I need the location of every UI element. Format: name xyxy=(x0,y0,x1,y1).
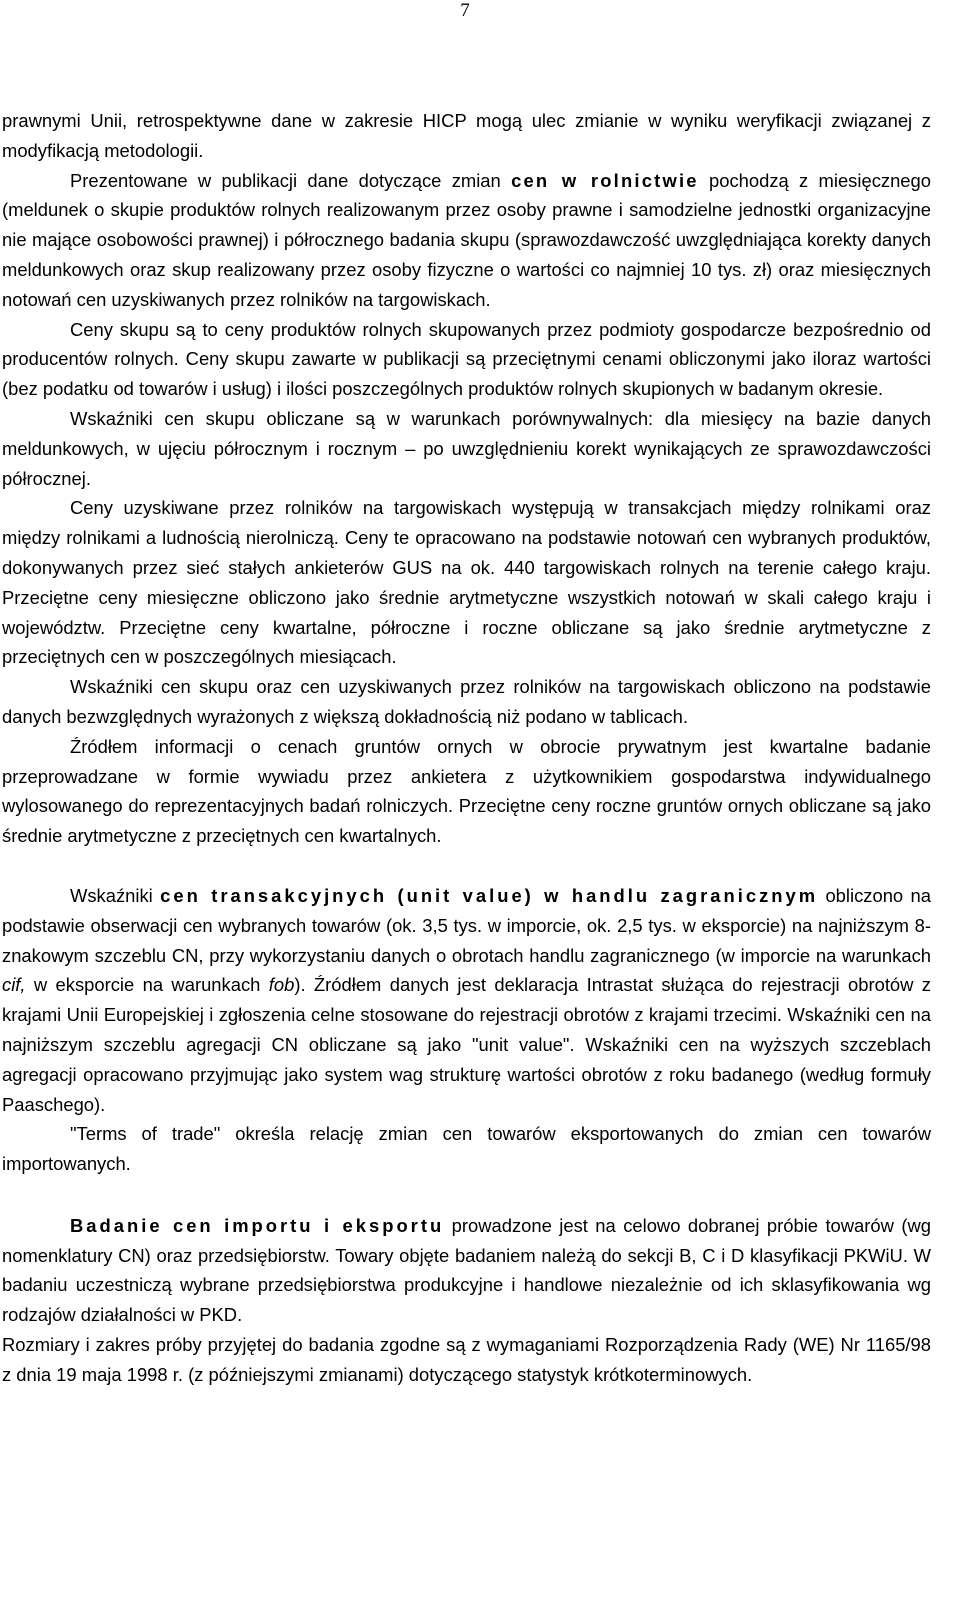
document-body xyxy=(2,106,931,1390)
paragraph-gap xyxy=(2,851,931,881)
paragraph-procurement-indices: Wskaźniki cen skupu obliczane są w warunkach porównywalnych: dla miesięcy na bazie danych meldunkowych, w ujęciu półrocznym i rocznym – po uwzględnieniu korekt wynikających ze sprawozdawczości półrocznej. xyxy=(2,407,931,489)
paragraph-land-prices: Źródłem informacji o cenach gruntów ornych w obrocie prywatnym jest kwartalne badanie przeprowadzane w formie wywiadu przez ankietera z użytkownikiem gospodarstwa indywidualnego wylosowanego do reprezentacyjnych badań rolniczych. Przeciętne ceny roczne gruntów ornych obliczane są jako średnie arytmetyczne z przeciętnych cen kwartalnych. xyxy=(2,735,931,847)
page-number: 7 xyxy=(460,0,470,21)
paragraph-marketplace-prices: Ceny uzyskiwane przez rolników na targowiskach występują w transakcjach między rolnikami oraz między rolnikami a ludnością nierolniczą. Ceny te opracowano na podstawie notowań cen wybranych produktów, dokonywanych przez sieć stałych ankieterów GUS na ok. 440 targowiskach rolnych na terenie całego kraju. Przeciętne ceny miesięczne obliczono jako średnie arytmetyczne wszystkich notowań w skali całego kraju i województw. Przeciętne ceny kwartalne, półroczne i roczne obliczane są jako średnie arytmetyczne z przeciętnych cen w poszczególnych miesiącach. xyxy=(2,497,931,668)
emphasis-agricultural-prices: cen w rolnictwie xyxy=(511,169,699,191)
text-segment: ). Źródłem danych jest deklaracja Intrastat służąca do rejestracji obrotów z krajami Unii Europejskiej i zgłoszenia celne stosowane do rejestracji obrotów z krajami trzecimi. Wskaźniki cen na najniższym szczeblu agregacji CN obliczane są jako "unit value". Wskaźniki cen na wyższych szczeblach agregacji opracowano przyjmując jako system wag strukturę wartości obrotów z roku badanego (według formuły Paaschego). xyxy=(2,974,932,1115)
paragraph-terms-of-trade: "Terms of trade" określa relację zmian cen towarów eksportowanych do zmian cen towarów importowanych. xyxy=(2,1123,931,1175)
paragraph-import-export-survey xyxy=(2,1211,931,1330)
emphasis-import-export-survey: Badanie cen importu i eksportu xyxy=(70,1214,445,1236)
text-segment: w eksporcie na warunkach xyxy=(25,974,269,996)
paragraph-hicp-continuation: prawnymi Unii, retrospektywne dane w zakresie HICP mogą ulec zmianie w wyniku weryfikacji związanej z modyfikacją metodologii. xyxy=(2,110,931,161)
text-segment: Prezentowane w publikacji dane dotyczące zmian xyxy=(70,169,512,191)
text-segment: obliczono na podstawie obserwacji cen wybranych towarów (ok. 3,5 tys. w imporcie, ok. 2,5 tys. w eksporcie) na najniższym 8-znakowym szczeblu CN, przy wykorzystaniu danych o obrotach handlu zagranicznego (w imporcie na warunkach xyxy=(2,884,931,966)
paragraph-gap xyxy=(2,1179,931,1211)
paragraph-indices-calculation: Wskaźniki cen skupu oraz cen uzyskiwanych przez rolników na targowiskach obliczono na podstawie danych bezwzględnych wyrażonych z większą dokładnością niż podano w tablicach. xyxy=(2,676,931,727)
text-segment: pochodzą z miesięcznego (meldunek o skupie produktów rolnych realizowanym przez osoby prawne i samodzielne jednostki organizacyjne nie mające osobowości prawnej) i półrocznego badania skupu (sprawozdawczość uwzględniająca korekty danych meldunkowych oraz skup realizowany przez osoby fizyczne o wartości co najmniej 10 tys. zł) oraz miesięcznych notowań cen uzyskiwanych przez rolników na targowiskach. xyxy=(2,169,931,310)
italic-cif: cif, xyxy=(2,974,26,996)
emphasis-transaction-prices: cen transakcyjnych (unit value) w handlu zagranicznym xyxy=(160,884,819,906)
paragraph-sample-scope: Rozmiary i zakres próby przyjętej do badania zgodne są z wymaganiami Rozporządzenia Rady (WE) Nr 1165/98 z dnia 19 maja 1998 r. (z późniejszymi zmianami) dotyczącego statystyk krótkoterminowych. xyxy=(2,1334,931,1385)
text-segment: Wskaźniki xyxy=(70,884,161,906)
text-segment: prowadzone jest na celowo dobranej próbie towarów (wg nomenklatury CN) oraz przedsiębiorstw. Towary objęte badaniem należą do sekcji B, C i D klasyfikacji PKWiU. W badaniu uczestniczą wybrane przedsiębiorstwa produkcyjne i handlowe niezależnie od ich sklasyfikowania wg rodzajów działalności w PKD. xyxy=(2,1214,931,1326)
paragraph-procurement-prices: Ceny skupu są to ceny produktów rolnych skupowanych przez podmioty gospodarcze bezpośrednio od producentów rolnych. Ceny skupu zawarte w publikacji są przeciętnymi cenami obliczonymi jako iloraz wartości (bez podatku od towarów i usług) i ilości poszczególnych produktów rolnych skupionych w badanym okresie. xyxy=(2,318,931,400)
paragraph-agricultural-prices xyxy=(2,166,931,315)
italic-fob: fob xyxy=(268,974,295,996)
paragraph-unit-value xyxy=(2,881,931,1119)
